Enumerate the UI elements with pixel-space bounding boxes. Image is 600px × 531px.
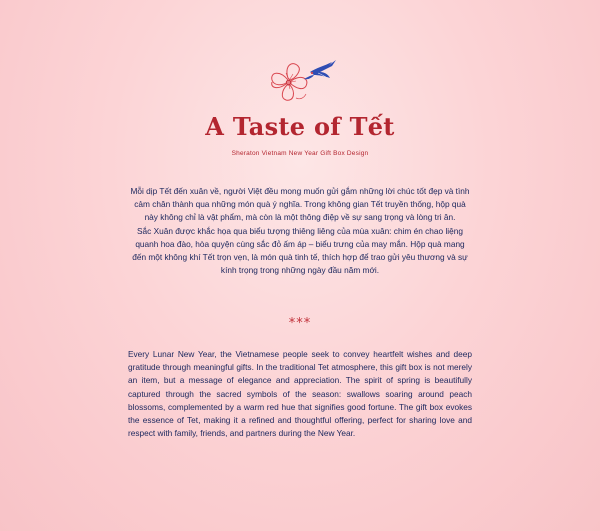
english-description: Every Lunar New Year, the Vietnamese people seek to convey heartfelt wishes and deep gratitude through meaningful gifts. In the traditional Tet atmosphere, this gift box is not merely an item, but a message of elegance and appreciation. The spirit of spring is beautifully captured through the sacred symbols of the season: swallows soaring around peach blossoms, complemented by a warm red hue that signifies good fortune. The gift box evokes the essence of Tet, making it a refined and thoughtful offering, perfect for sharing love and respect with family, friends, and partners during the New Year. [128, 349, 472, 439]
vietnamese-description [128, 185, 472, 277]
vietnamese-paragraph-1: Mỗi dịp Tết đến xuân về, người Việt đều mong muốn gửi gắm những lời chúc tốt đẹp và tình cảm chân thành qua những món quà ý nghĩa. Trong không gian Tết truyền thống, hộp quà này không chỉ là vật phẩm, mà còn là một thông điệp về sự sang trọng và lòng tri ân. [130, 186, 470, 223]
page-subtitle: Sheraton Vietnam New Year Gift Box Design [231, 150, 369, 157]
swallow-icon [304, 60, 336, 79]
peach-blossom-swallow-icon [266, 58, 346, 110]
section-divider: *** [288, 316, 312, 331]
peach-blossom-icon [272, 64, 307, 101]
page-title: A Taste of Tết [205, 112, 395, 141]
vietnamese-paragraph-2: Sắc Xuân được khắc họa qua biểu tượng thiêng liêng của mùa xuân: chim én chao liệng quanh hoa đào, hòa quyện cùng sắc đỏ ấm áp – biểu trưng của may mắn. Hộp quà mang đến một không khí Tết trọn vẹn, là món quà tinh tế, thích hợp để trao gửi yêu thương và sự kính trọng trong những ngày đầu năm mới. [132, 225, 468, 276]
